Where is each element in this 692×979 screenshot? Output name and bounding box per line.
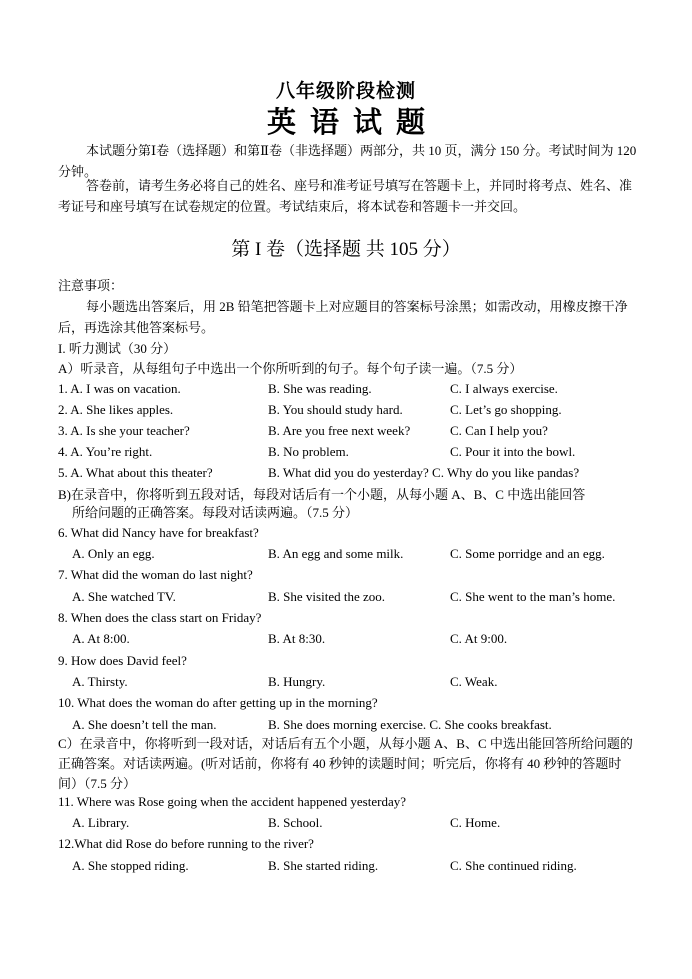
a-item-2-option-b: B. You should study hard. xyxy=(268,402,403,417)
exam-subject-title: 英语试题 xyxy=(266,107,439,139)
c-item-12-option-a: A. She stopped riding. xyxy=(72,858,189,873)
b-item-10-option-b: B. She does morning exercise. C. She cooks breakfast. xyxy=(268,717,552,732)
b-item-9-option-c: C. Weak. xyxy=(450,674,498,689)
c-item-12-option-b: B. She started riding. xyxy=(268,858,379,873)
b-item-6-option-c: C. Some porridge and an egg. xyxy=(450,546,605,561)
a-item-1-option-c: C. I always exercise. xyxy=(450,381,558,396)
b-item-10-question: 10. What does the woman do after getting up in the morning? xyxy=(58,695,378,710)
b-item-6-question: 6. What did Nancy have for breakfast? xyxy=(58,525,259,540)
b-item-6-option-b: B. An egg and some milk. xyxy=(268,546,404,561)
a-item-1-option-a: 1. A. I was on vacation. xyxy=(58,381,181,396)
part-b-heading-line2: 所给问题的正确答案。每段对话读两遍。（7.5 分） xyxy=(72,505,359,520)
b-item-9-question: 9. How does David feel? xyxy=(58,653,187,668)
b-item-8-option-b: B. At 8:30. xyxy=(268,631,326,646)
a-item-5-option-a: 5. A. What about this theater? xyxy=(58,465,213,480)
c-item-11-option-b: B. School. xyxy=(268,815,323,830)
b-item-10-option-a: A. She doesn’t tell the man. xyxy=(72,717,217,732)
notice-text: 每小题选出答案后，用 2B 铅笔把答题卡上对应题目的答案标号涂黑；如需改动，用橡皮擦干净后，再选涂其他答案标号。 xyxy=(58,299,628,335)
b-item-8-option-a: A. At 8:00. xyxy=(72,631,130,646)
b-item-7-option-c: C. She went to the man’s home. xyxy=(450,589,616,604)
intro-paragraph-2: 答卷前，请考生务必将自己的姓名、座号和准考证号填写在答题卡上，并同时将考点、姓名、准考证号和座号填写在试卷规定的位置。考试结束后，将本试卷和答题卡一并交回。 xyxy=(58,178,633,214)
a-item-3-option-c: C. Can I help you? xyxy=(450,423,548,438)
section-title: 第 I 卷（选择题 共 105 分） xyxy=(231,239,461,260)
a-item-4-option-b: B. No problem. xyxy=(268,444,349,459)
b-item-7-option-b: B. She visited the zoo. xyxy=(268,589,385,604)
a-item-2-option-c: C. Let’s go shopping. xyxy=(450,402,562,417)
part1-heading: I. 听力测试（30 分） xyxy=(58,341,177,356)
b-item-8-option-c: C. At 9:00. xyxy=(450,631,508,646)
b-item-9-option-a: A. Thirsty. xyxy=(72,674,128,689)
b-item-9-option-b: B. Hungry. xyxy=(268,674,326,689)
part-c-heading: C）在录音中，你将听到一段对话，对话后有五个小题，从每小题 A、B、C 中选出能回答所给问题的正确答案。对话读两遍。(听对话前，你将有 40 秒钟的读题时间；听完后，你将有 40 秒钟的答题时间）（7.5 分） xyxy=(58,736,633,791)
intro-paragraph-1: 本试题分第Ⅰ卷（选择题）和第Ⅱ卷（非选择题）两部分，共 10 页，满分 150 分。考试时间为 120 分钟。 xyxy=(58,143,637,179)
c-item-11-question: 11. Where was Rose going when the accident happened yesterday? xyxy=(58,794,406,809)
c-item-11-option-a: A. Library. xyxy=(72,815,130,830)
a-item-4-option-a: 4. A. You’re right. xyxy=(58,444,153,459)
a-item-4-option-c: C. Pour it into the bowl. xyxy=(450,444,576,459)
a-item-5-option-b: B. What did you do yesterday? C. Why do you like pandas? xyxy=(268,465,580,480)
c-item-12-question: 12.What did Rose do before running to the river? xyxy=(58,836,314,851)
part-b-heading-line1: B)在录音中，你将听到五段对话，每段对话后有一个小题，从每小题 A、B、C 中选出能回答 xyxy=(58,487,586,502)
notice-label: 注意事项： xyxy=(58,278,124,293)
part-a-heading: A）听录音，从每组句子中选出一个你所听到的句子。每个句子读一遍。（7.5 分） xyxy=(58,361,523,376)
a-item-3-option-a: 3. A. Is she your teacher? xyxy=(58,423,190,438)
c-item-11-option-c: C. Home. xyxy=(450,815,501,830)
a-item-2-option-a: 2. A. She likes apples. xyxy=(58,402,174,417)
exam-grade-title: 八年级阶段检测 xyxy=(275,81,416,102)
b-item-8-question: 8. When does the class start on Friday? xyxy=(58,610,262,625)
a-item-1-option-b: B. She was reading. xyxy=(268,381,372,396)
a-item-3-option-b: B. Are you free next week? xyxy=(268,423,411,438)
b-item-7-option-a: A. She watched TV. xyxy=(72,589,176,604)
b-item-7-question: 7. What did the woman do last night? xyxy=(58,567,253,582)
b-item-6-option-a: A. Only an egg. xyxy=(72,546,155,561)
c-item-12-option-c: C. She continued riding. xyxy=(450,858,577,873)
